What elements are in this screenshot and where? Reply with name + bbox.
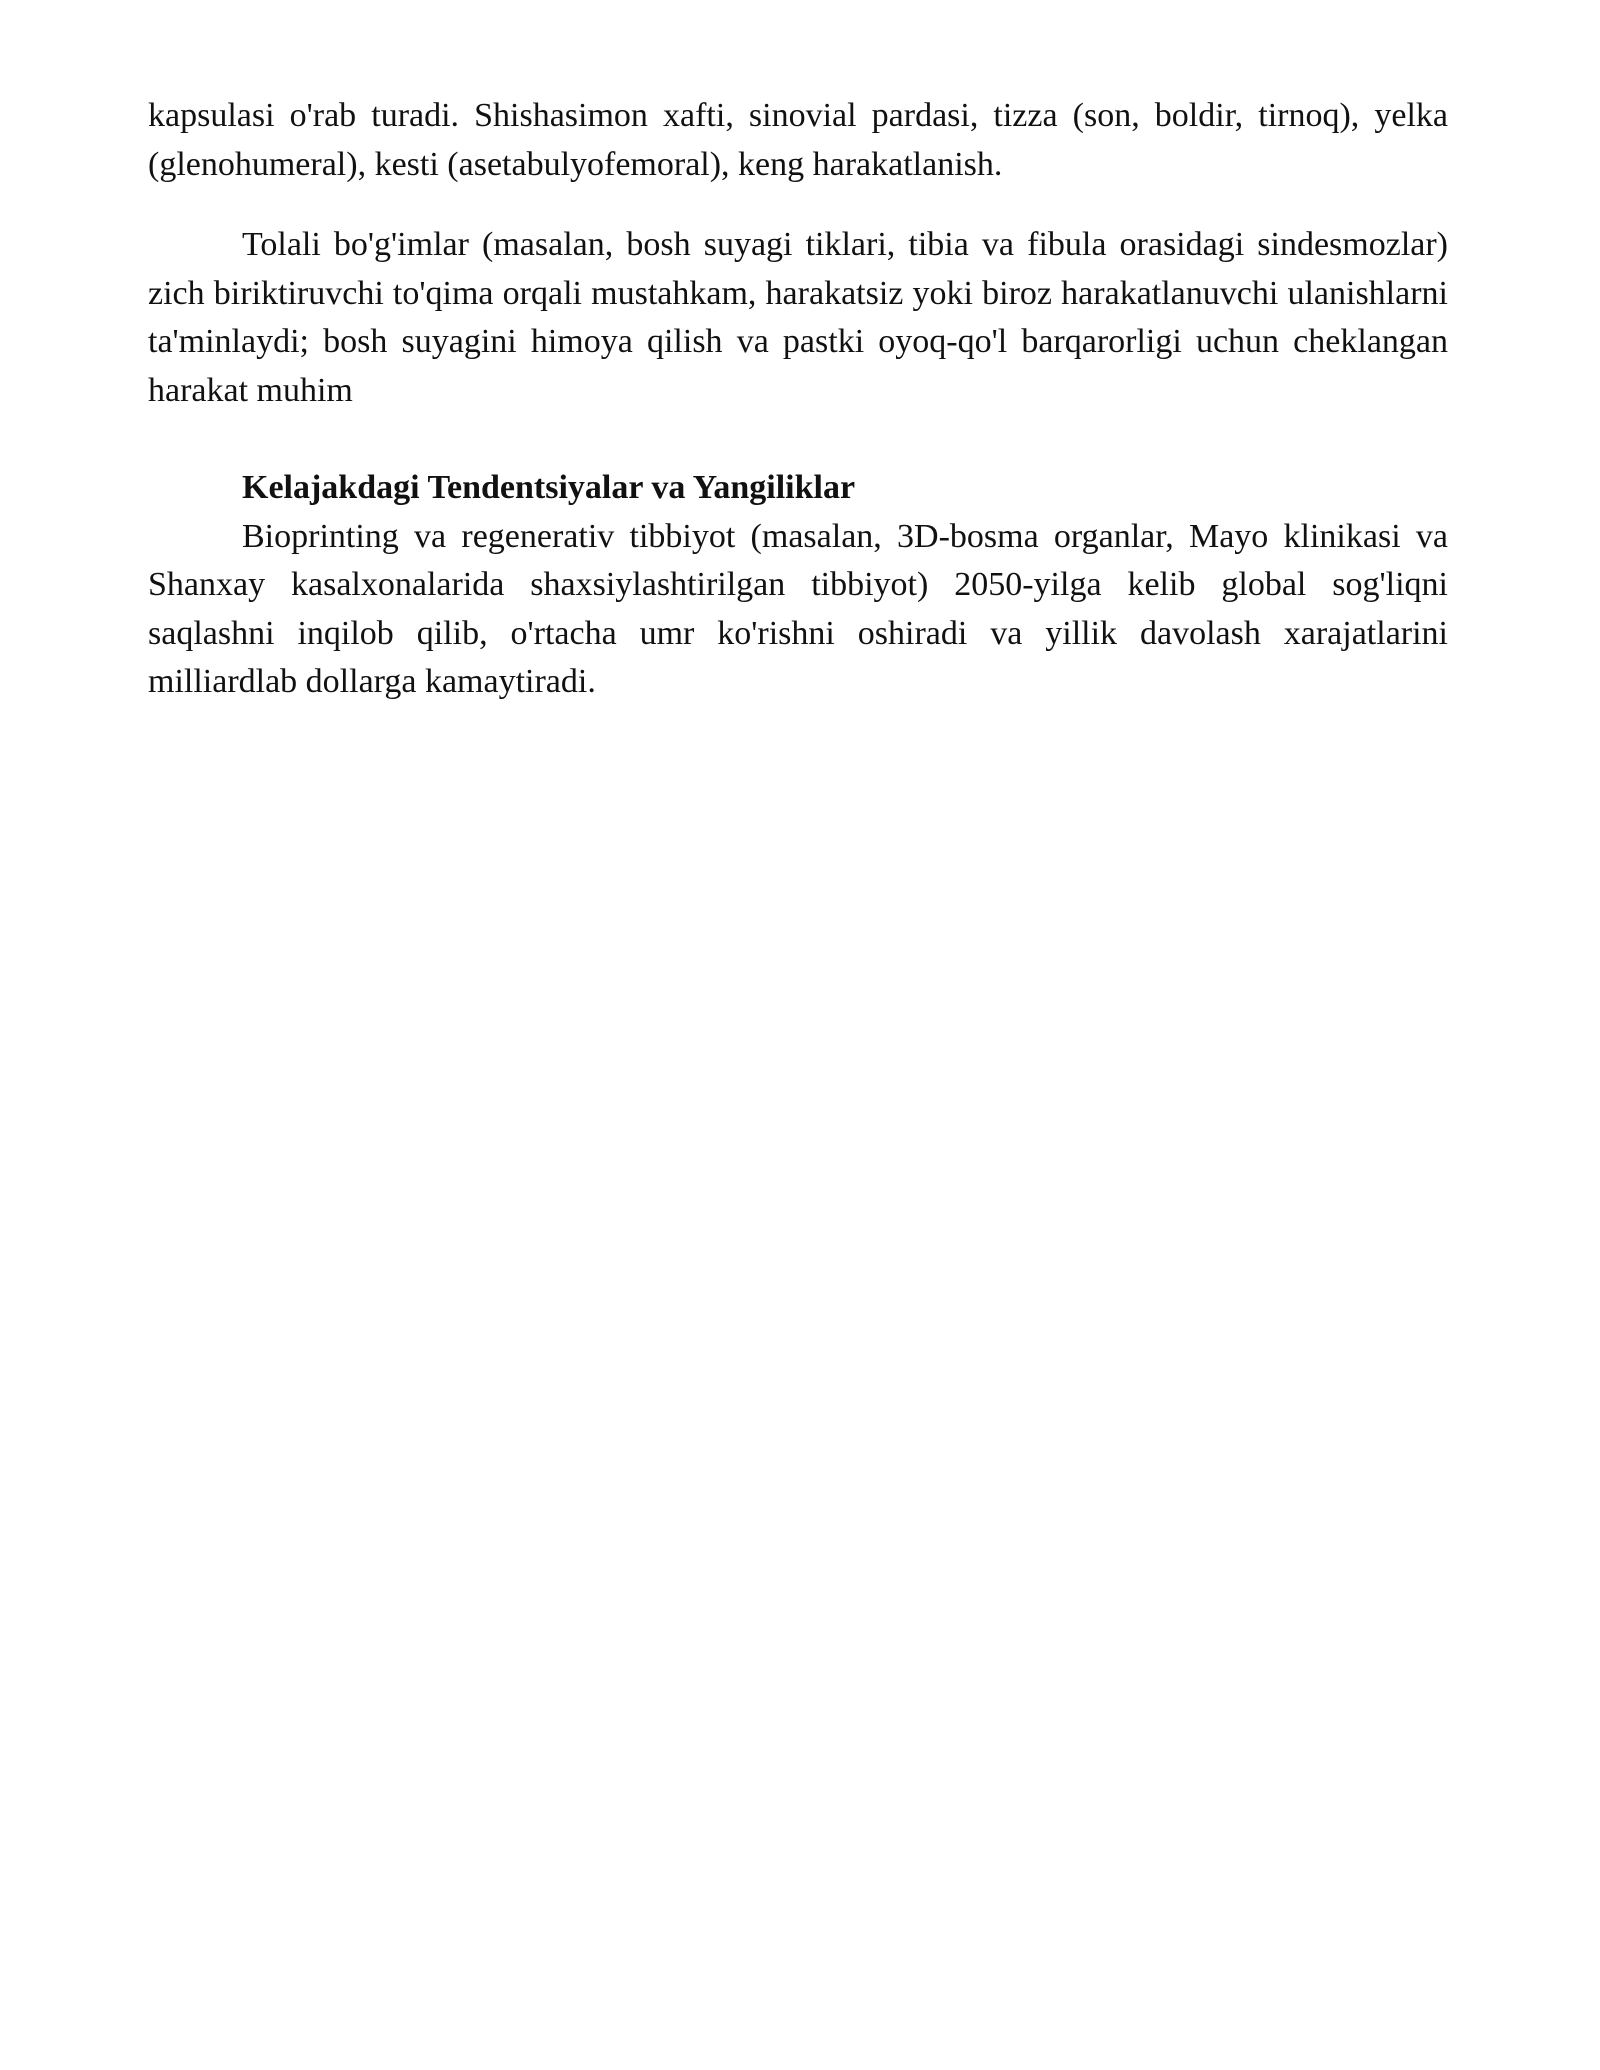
paragraph-fibrous-joints: Tolali bo'g'imlar (masalan, bosh suyagi tiklari, tibia va fibula orasidagi sindesmozlar) zich biriktiruvchi to'qima orqali mustahkam, harakatsiz yoki biroz harakatlanuvchi ulanishlarni ta'minlaydi; bosh suyagini himoya qilish va pastki oyoq-qo'l barqarorligi uchun cheklangan harakat muhim	[148, 226, 1448, 409]
paragraph-future-trends: Bioprinting va regenerativ tibbiyot (masalan, 3D-bosma organlar, Mayo klinikasi va Shanxay kasalxonalarida shaxsiylashtirilgan tibbiyot) 2050-yilga kelib global sog'liqni saqlashni inqilob qilib, o'rtacha umr ko'rishni oshiradi va yillik davolash xarajatlarini milliardlab dollarga kamaytiradi.	[148, 517, 1448, 700]
document-page	[148, 92, 1448, 707]
paragraph-synovial-joints: kapsulasi o'rab turadi. Shishasimon xafti, sinovial pardasi, tizza (son, boldir, tirnoq), yelka (glenohumeral), kesti (asetabulyofemoral), keng harakatlanish.	[148, 97, 1448, 183]
section-heading: Kelajakdagi Tendentsiyalar va Yangiliklar	[242, 469, 856, 506]
